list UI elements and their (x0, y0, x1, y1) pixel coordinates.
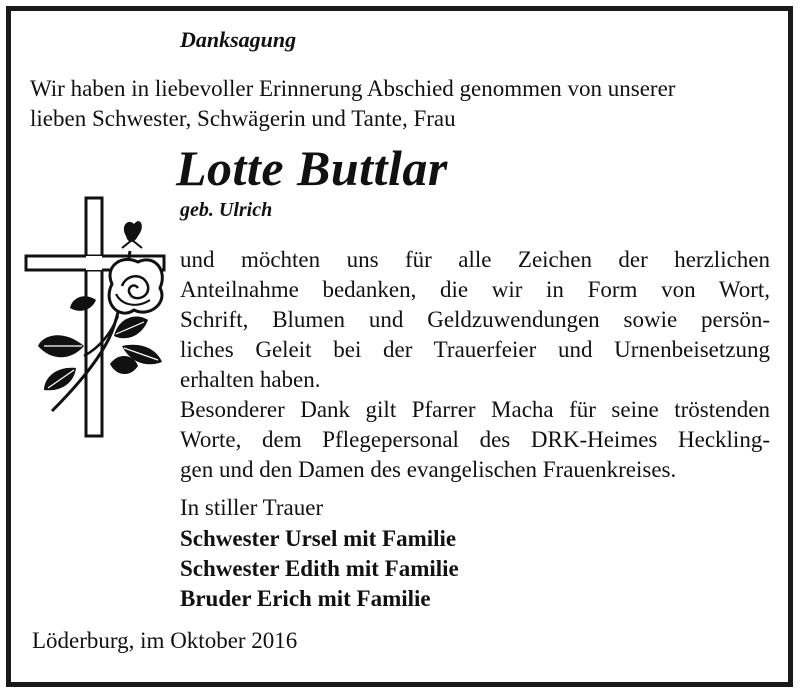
body-line: Besonderer Dank gilt Pfarrer Macha für seine tröstenden (180, 397, 770, 422)
signer: Schwester Edith mit Familie (180, 556, 459, 581)
signer: Bruder Erich mit Familie (180, 586, 431, 611)
place-date: Löderburg, im Oktober 2016 (32, 628, 298, 653)
body-line: Schrift, Blumen und Geldzuwendungen sowie persön- (180, 307, 770, 332)
intro-text (30, 74, 675, 134)
deceased-name: Lotte Buttlar (176, 140, 448, 196)
body-line: erhalten haben. (180, 367, 321, 392)
intro-line: lieben Schwester, Schwägerin und Tante, Frau (30, 106, 456, 131)
body-line: Worte, dem Pflegepersonal des DRK-Heimes Heckling- (180, 427, 770, 452)
signer: Schwester Ursel mit Familie (180, 526, 457, 551)
notice-heading: Danksagung (180, 27, 297, 52)
cross-with-rose-icon (22, 196, 172, 441)
thanks-text (180, 245, 770, 485)
body-line: und möchten uns für alle Zeichen der herzlichen (180, 247, 770, 272)
body-line: liches Geleit bei der Trauerfeier und Urnenbeisetzung (180, 337, 770, 362)
maiden-name: geb. Ulrich (180, 199, 273, 221)
signers-list (180, 524, 459, 614)
intro-line: Wir haben in liebevoller Erinnerung Abschied genommen von unserer (30, 76, 676, 101)
mourning-line: In stiller Trauer (180, 495, 324, 520)
body-line: Anteilnahme bedanken, die wir in Form von Wort, (180, 277, 770, 302)
body-line: gen und den Damen des evangelischen Frauenkreises. (180, 457, 677, 482)
